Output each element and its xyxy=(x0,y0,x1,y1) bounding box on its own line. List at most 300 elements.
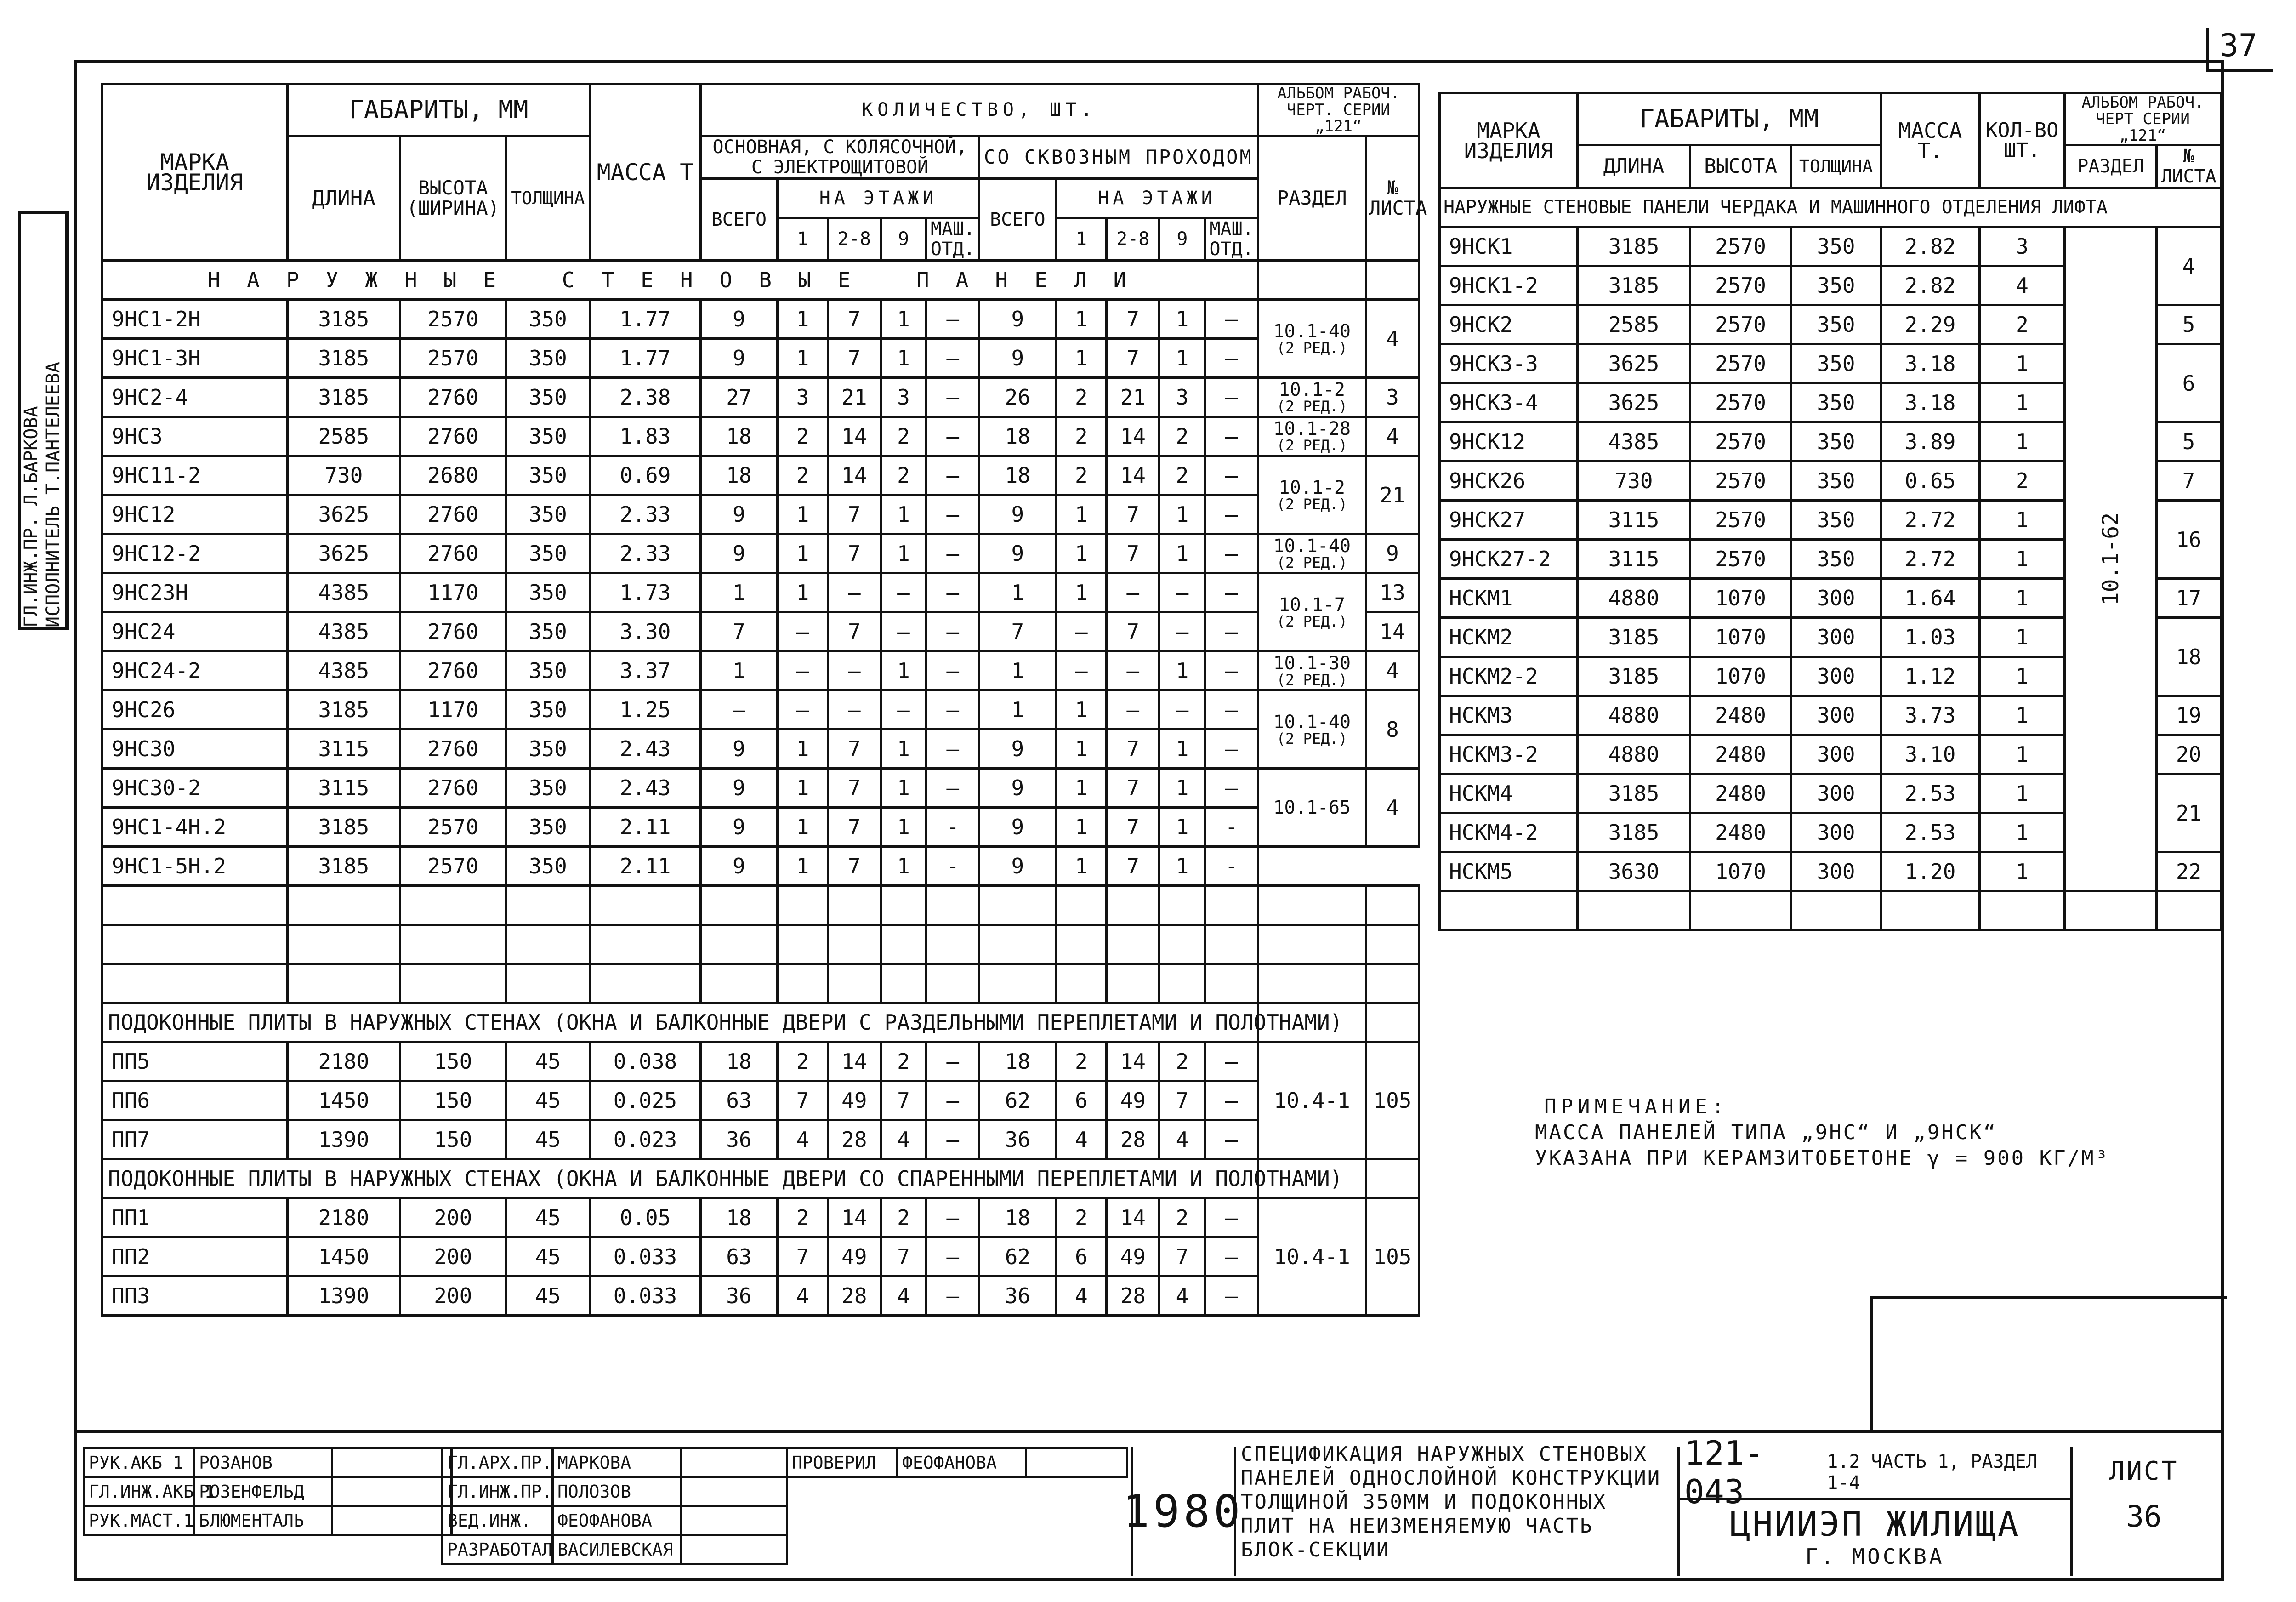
table-cell: 2570 xyxy=(1690,501,1791,540)
role-label: ГЛ.ИНЖ.АКБ 1 xyxy=(84,1477,194,1506)
row-mark: ПП2 xyxy=(102,1237,288,1277)
row-mark: НСКМ2 xyxy=(1440,618,1578,657)
table-cell: 1 xyxy=(881,495,926,534)
table-cell: 350 xyxy=(506,300,590,339)
table-cell: 1 xyxy=(881,339,926,378)
table-cell: 2.72 xyxy=(1881,540,1980,579)
blank-cell xyxy=(1366,1159,1419,1198)
table-cell: 300 xyxy=(1791,618,1881,657)
table-cell: — xyxy=(881,573,926,612)
table-cell: 14 xyxy=(1107,1042,1159,1081)
table-cell: 9 xyxy=(979,495,1056,534)
table-cell: 350 xyxy=(506,769,590,808)
table-cell: 1 xyxy=(778,534,828,573)
row-mark: 9НС26 xyxy=(102,690,288,730)
album-section xyxy=(1258,378,1366,417)
table-cell: 350 xyxy=(1791,422,1881,462)
table-cell: 2.43 xyxy=(590,769,700,808)
table-cell: 350 xyxy=(506,339,590,378)
table-cell: 300 xyxy=(1791,774,1881,813)
blank-cell xyxy=(1440,891,1578,930)
table-cell: — xyxy=(1205,378,1258,417)
table-cell: 2760 xyxy=(400,495,506,534)
empty-cell xyxy=(590,925,700,964)
empty-cell xyxy=(1107,925,1159,964)
album-sheet: 21 xyxy=(1366,456,1419,534)
table-cell: 0.023 xyxy=(590,1120,700,1159)
table-cell: — xyxy=(926,495,979,534)
table-cell: 9 xyxy=(700,808,777,847)
album-sheet: 21 xyxy=(2157,774,2221,852)
r-col-mark-header: МАРКА ИЗДЕЛИЯ xyxy=(1440,93,1578,188)
table-cell: 4 xyxy=(881,1277,926,1316)
table-cell: 7 xyxy=(828,730,881,769)
table-cell: 2 xyxy=(881,1042,926,1081)
table-cell: 4385 xyxy=(287,573,400,612)
table-cell: 2.11 xyxy=(590,847,700,886)
empty-cell xyxy=(590,964,700,1003)
table-cell: 45 xyxy=(506,1042,590,1081)
album-section-code: 10.1-7 xyxy=(1279,594,1346,616)
table-cell: 2480 xyxy=(1690,735,1791,774)
table-cell: 7 xyxy=(1107,300,1159,339)
empty-cell xyxy=(778,964,828,1003)
table-cell: 3.10 xyxy=(1881,735,1980,774)
col-f9-header: 9 xyxy=(881,218,926,261)
table-cell: — xyxy=(1205,1120,1258,1159)
table-cell: 0.65 xyxy=(1881,462,1980,501)
year: 1980 xyxy=(1123,1486,1244,1537)
table-cell: 2570 xyxy=(1690,227,1791,266)
table-cell: 3 xyxy=(778,378,828,417)
table-cell: 45 xyxy=(506,1277,590,1316)
table-cell: 36 xyxy=(979,1277,1056,1316)
empty-cell xyxy=(287,964,400,1003)
table-cell: 2 xyxy=(1980,305,2065,344)
section-title-sill2: ПОДОКОННЫЕ ПЛИТЫ В НАРУЖНЫХ СТЕНАХ (ОКНА И БАЛКОННЫЕ ДВЕРИ СО СПАРЕННЫМИ ПЕРЕПЛЕТАМИ И ПОЛОТНАМИ) xyxy=(102,1159,1258,1198)
empty-cell xyxy=(828,886,881,925)
blank-cell xyxy=(1980,891,2065,930)
role-label: РУК.АКБ 1 xyxy=(84,1448,194,1477)
table-cell: 3115 xyxy=(287,769,400,808)
table-cell: 1 xyxy=(881,847,926,886)
empty-cell xyxy=(979,925,1056,964)
table-cell: 7 xyxy=(1159,1237,1205,1277)
blank-cell xyxy=(2157,891,2221,930)
table-cell: — xyxy=(926,651,979,690)
table-cell: 1 xyxy=(881,534,926,573)
row-mark: 9НС2-4 xyxy=(102,378,288,417)
table-cell: 1 xyxy=(1159,339,1205,378)
table-cell: — xyxy=(1159,690,1205,730)
table-cell: 62 xyxy=(979,1237,1056,1277)
table-cell: 0.69 xyxy=(590,456,700,495)
row-mark: 9НС12-2 xyxy=(102,534,288,573)
table-cell: 63 xyxy=(700,1081,777,1120)
table-cell: 3.37 xyxy=(590,651,700,690)
table-cell: 2180 xyxy=(287,1198,400,1237)
role-name: МАРКОВА xyxy=(553,1448,682,1477)
signature-cell xyxy=(682,1506,787,1535)
table-cell: 4 xyxy=(1980,266,2065,305)
album-section-code: 10.1-30 xyxy=(1273,653,1351,674)
table-cell: 1 xyxy=(881,769,926,808)
table-cell: — xyxy=(1056,651,1107,690)
table-cell: 2480 xyxy=(1690,774,1791,813)
table-cell: - xyxy=(926,808,979,847)
table-cell: 4385 xyxy=(1578,422,1690,462)
album-sheet: 4 xyxy=(1366,651,1419,690)
role-label: ГЛ.АРХ.ПР. xyxy=(443,1448,553,1477)
table-cell: — xyxy=(1205,495,1258,534)
empty-cell xyxy=(1366,925,1419,964)
table-cell: 1 xyxy=(1159,769,1205,808)
row-mark: 9НСК1-2 xyxy=(1440,266,1578,305)
table-cell: — xyxy=(1056,612,1107,651)
table-cell: — xyxy=(1205,1277,1258,1316)
table-cell: 9 xyxy=(700,730,777,769)
row-mark: ПП7 xyxy=(102,1120,288,1159)
table-cell: 200 xyxy=(400,1198,506,1237)
table-cell: 21 xyxy=(828,378,881,417)
table-cell: 2480 xyxy=(1690,696,1791,735)
album-section-code: 10.1-28 xyxy=(1273,418,1351,439)
table-cell: 45 xyxy=(506,1120,590,1159)
table-cell: 1 xyxy=(881,651,926,690)
table-cell: — xyxy=(1205,1198,1258,1237)
empty-cell xyxy=(1107,964,1159,1003)
empty-cell xyxy=(1205,886,1258,925)
table-cell: 1390 xyxy=(287,1120,400,1159)
table-cell: 7 xyxy=(700,612,777,651)
album-section-edition: (2 РЕД.) xyxy=(1276,437,1347,454)
col-dims-header: ГАБАРИТЫ, ММ xyxy=(287,84,590,136)
table-cell: 300 xyxy=(1791,735,1881,774)
table-cell: 45 xyxy=(506,1198,590,1237)
col-qty-header: КОЛИЧЕСТВО, ШТ. xyxy=(700,84,1258,136)
table-cell: — xyxy=(1205,1081,1258,1120)
album-sheet: 16 xyxy=(2157,501,2221,579)
table-cell: 7 xyxy=(828,339,881,378)
table-cell: 2570 xyxy=(1690,305,1791,344)
table-cell: — xyxy=(1205,534,1258,573)
table-cell: 1 xyxy=(1159,300,1205,339)
table-cell: — xyxy=(1205,730,1258,769)
table-cell: 2570 xyxy=(1690,383,1791,422)
table-cell: — xyxy=(881,612,926,651)
table-cell: — xyxy=(778,612,828,651)
empty-cell xyxy=(979,964,1056,1003)
table-cell: — xyxy=(926,1120,979,1159)
table-cell: 350 xyxy=(1791,227,1881,266)
table-cell: 2570 xyxy=(400,808,506,847)
table-cell: — xyxy=(926,730,979,769)
table-cell: 2 xyxy=(778,456,828,495)
table-cell: 2 xyxy=(881,456,926,495)
empty-cell xyxy=(700,925,777,964)
table-cell: 3115 xyxy=(1578,540,1690,579)
table-cell: — xyxy=(1107,573,1159,612)
side-stamp xyxy=(18,211,69,630)
table-cell: 3.18 xyxy=(1881,383,1980,422)
empty-cell xyxy=(1205,925,1258,964)
empty-cell xyxy=(926,964,979,1003)
row-mark: НСКМ2-2 xyxy=(1440,657,1578,696)
table-cell: 36 xyxy=(700,1120,777,1159)
album-sheet: 7 xyxy=(2157,462,2221,501)
table-cell: — xyxy=(1205,300,1258,339)
table-cell: 28 xyxy=(828,1120,881,1159)
table-cell: 1.12 xyxy=(1881,657,1980,696)
table-cell: — xyxy=(1107,651,1159,690)
table-cell: 1 xyxy=(1159,534,1205,573)
table-cell: 1.77 xyxy=(590,339,700,378)
table-cell: 1 xyxy=(700,573,777,612)
table-cell: 9 xyxy=(979,808,1056,847)
r-col-thickness-header: ТОЛЩИНА xyxy=(1791,145,1881,188)
table-cell: 2570 xyxy=(400,847,506,886)
table-cell: 9 xyxy=(700,339,777,378)
table-cell: — xyxy=(926,769,979,808)
description: СПЕЦИФИКАЦИЯ НАРУЖНЫХ СТЕНОВЫХ ПАНЕЛЕЙ ОДНОСЛОЙНОЙ КОНСТРУКЦИИ ТОЛЩИНОЙ 350ММ И ПОДОКОННЫХ ПЛИТ НА НЕИЗМЕНЯЕМУЮ ЧАСТЬ БЛОК-СЕКЦИИ xyxy=(1241,1442,1661,1562)
table-cell: 28 xyxy=(1107,1277,1159,1316)
album-section: 10.4-1 xyxy=(1258,1198,1366,1316)
album-sheet: 4 xyxy=(1366,300,1419,378)
row-mark: 9НСК27-2 xyxy=(1440,540,1578,579)
table-cell: 1 xyxy=(778,495,828,534)
table-cell: 9 xyxy=(979,847,1056,886)
table-cell: 2 xyxy=(1980,462,2065,501)
album-sheet: 14 xyxy=(1366,612,1419,651)
table-cell: 45 xyxy=(506,1081,590,1120)
note-block xyxy=(1535,1094,2201,1171)
table-cell: 18 xyxy=(979,1042,1056,1081)
table-cell: 49 xyxy=(1107,1081,1159,1120)
table-cell: 7 xyxy=(828,808,881,847)
row-mark: 9НС11-2 xyxy=(102,456,288,495)
row-mark: 9НСК26 xyxy=(1440,462,1578,501)
table-cell: 3.73 xyxy=(1881,696,1980,735)
empty-cell xyxy=(1366,886,1419,925)
table-cell: 300 xyxy=(1791,813,1881,852)
table-cell: 1.64 xyxy=(1881,579,1980,618)
album-sheet: 17 xyxy=(2157,579,2221,618)
row-mark: ПП6 xyxy=(102,1081,288,1120)
table-cell: 9 xyxy=(700,495,777,534)
table-cell: - xyxy=(1205,808,1258,847)
empty-cell xyxy=(590,886,700,925)
table-cell: 9 xyxy=(700,534,777,573)
table-cell: 14 xyxy=(828,456,881,495)
table-cell: 6 xyxy=(1056,1237,1107,1277)
table-cell: 350 xyxy=(506,808,590,847)
note-line2: УКАЗАНА ПРИ КЕРАМЗИТОБЕТОНЕ γ = 900 КГ/М³ xyxy=(1535,1146,2110,1170)
table-cell: 2 xyxy=(778,1042,828,1081)
album-sheet: 9 xyxy=(1366,534,1419,573)
table-cell: — xyxy=(1205,769,1258,808)
album-sheet: 8 xyxy=(1366,690,1419,769)
table-cell: 2 xyxy=(1056,417,1107,456)
blank-cell xyxy=(1690,891,1791,930)
empty-cell xyxy=(506,964,590,1003)
table-cell: 730 xyxy=(287,456,400,495)
empty-cell xyxy=(102,886,288,925)
table-cell: 2570 xyxy=(1690,266,1791,305)
checked-label: ПРОВЕРИЛ xyxy=(787,1448,898,1477)
album-section-edition: (2 РЕД.) xyxy=(1276,495,1347,513)
table-cell: 350 xyxy=(506,495,590,534)
col-f9b-header: 9 xyxy=(1159,218,1205,261)
table-cell: — xyxy=(1205,456,1258,495)
table-cell: 2 xyxy=(1056,456,1107,495)
table-cell: 350 xyxy=(1791,383,1881,422)
table-cell: 3 xyxy=(881,378,926,417)
table-cell: 3 xyxy=(1159,378,1205,417)
table-cell: 2570 xyxy=(1690,462,1791,501)
table-cell: 2760 xyxy=(400,378,506,417)
empty-cell xyxy=(1107,886,1159,925)
col-thickness-header: ТОЛЩИНА xyxy=(506,136,590,261)
table-cell: 1 xyxy=(1980,422,2065,462)
table-cell: 1 xyxy=(1980,696,2065,735)
table-cell: — xyxy=(1205,1042,1258,1081)
table-cell: 14 xyxy=(1107,1198,1159,1237)
col-f1-header: 1 xyxy=(778,218,828,261)
row-mark: 9НС1-3Н xyxy=(102,339,288,378)
table-cell: 3630 xyxy=(1578,852,1690,891)
empty-cell xyxy=(1258,964,1366,1003)
table-cell: 26 xyxy=(979,378,1056,417)
table-cell: — xyxy=(828,573,881,612)
col-height-header: ВЫСОТА (ШИРИНА) xyxy=(400,136,506,261)
album-section: 10.4-1 xyxy=(1258,1042,1366,1159)
table-cell: — xyxy=(926,1198,979,1237)
table-cell: 1 xyxy=(1980,735,2065,774)
table-cell: 6 xyxy=(1056,1081,1107,1120)
album-section-code: 10.1-40 xyxy=(1273,320,1351,342)
table-cell: — xyxy=(926,1237,979,1277)
empty-cell xyxy=(1159,925,1205,964)
table-cell: 350 xyxy=(506,534,590,573)
empty-cell xyxy=(926,886,979,925)
col-mass-header: МАССА Т xyxy=(590,84,700,261)
empty-cell xyxy=(102,925,288,964)
table-cell: 3.30 xyxy=(590,612,700,651)
table-cell: 1 xyxy=(1980,774,2065,813)
section-title-walls: НАРУЖНЫЕ СТЕНОВЫЕ ПАНЕЛИ xyxy=(102,261,1258,300)
table-cell: 1 xyxy=(881,808,926,847)
table-cell: 7 xyxy=(828,612,881,651)
table-cell: 1 xyxy=(1159,808,1205,847)
role-label: ВЕД.ИНЖ. xyxy=(443,1506,553,1535)
table-cell: 14 xyxy=(828,417,881,456)
role-name: ФЕОФАНОВА xyxy=(553,1506,682,1535)
table-cell: 350 xyxy=(506,378,590,417)
table-cell: 0.038 xyxy=(590,1042,700,1081)
album-sheet: 105 xyxy=(1366,1042,1419,1159)
blank-cell xyxy=(1881,891,1980,930)
table-cell: 2.82 xyxy=(1881,266,1980,305)
note-line1: МАССА ПАНЕЛЕЙ ТИПА „9НС“ И „9НСК“ xyxy=(1535,1121,1998,1144)
table-cell: 1 xyxy=(778,808,828,847)
empty-cell xyxy=(979,886,1056,925)
table-cell: 7 xyxy=(1107,534,1159,573)
table-cell: 1450 xyxy=(287,1237,400,1277)
code-row xyxy=(1680,1434,2070,1511)
blank-cell xyxy=(2065,891,2157,930)
table-cell: 2.33 xyxy=(590,534,700,573)
empty-cell xyxy=(400,886,506,925)
table-cell: — xyxy=(1107,690,1159,730)
table-cell: 1 xyxy=(1980,383,2065,422)
row-mark: 9НСК3-3 xyxy=(1440,344,1578,383)
table-cell: 18 xyxy=(700,456,777,495)
table-cell: 2 xyxy=(1056,1042,1107,1081)
sheet-box xyxy=(2070,1447,2217,1576)
table-cell: — xyxy=(926,1042,979,1081)
album-sheet: 13 xyxy=(1366,573,1419,612)
col-mark-header: МАРКА ИЗДЕЛИЯ xyxy=(102,84,288,261)
album-sheet: 5 xyxy=(2157,422,2221,462)
table-cell: 1 xyxy=(1056,769,1107,808)
table-cell: 4880 xyxy=(1578,735,1690,774)
table-cell: 3185 xyxy=(287,808,400,847)
table-cell: 7 xyxy=(1107,847,1159,886)
table-cell: 63 xyxy=(700,1237,777,1277)
table-cell: 1 xyxy=(1056,495,1107,534)
table-cell: 3625 xyxy=(287,534,400,573)
table-cell: 1 xyxy=(1159,847,1205,886)
table-cell: 1 xyxy=(778,300,828,339)
table-cell: 350 xyxy=(506,847,590,886)
table-cell: 7 xyxy=(1159,1081,1205,1120)
table-cell: 1 xyxy=(979,573,1056,612)
table-cell: 1070 xyxy=(1690,852,1791,891)
album-section-edition: (2 РЕД.) xyxy=(1276,730,1347,747)
row-mark: НСКМ5 xyxy=(1440,852,1578,891)
table-cell: 2180 xyxy=(287,1042,400,1081)
table-cell: 2.53 xyxy=(1881,774,1980,813)
table-cell: 2.11 xyxy=(590,808,700,847)
album-section-code: 10.1-40 xyxy=(1273,536,1351,557)
table-cell: 7 xyxy=(881,1237,926,1277)
table-cell: 150 xyxy=(400,1081,506,1120)
empty-cell xyxy=(828,925,881,964)
table-cell: 300 xyxy=(1791,852,1881,891)
r-col-album-header: АЛЬБОМ РАБОЧ. ЧЕРТ СЕРИИ „121“ xyxy=(2065,93,2221,145)
table-cell: 2.82 xyxy=(1881,227,1980,266)
table-cell: 1 xyxy=(1056,808,1107,847)
row-mark: НСКМ3-2 xyxy=(1440,735,1578,774)
col-f28b-header: 2-8 xyxy=(1107,218,1159,261)
table-cell: 0.033 xyxy=(590,1237,700,1277)
table-cell: 7 xyxy=(1107,769,1159,808)
table-cell: 1070 xyxy=(1690,618,1791,657)
table-cell: 1 xyxy=(979,651,1056,690)
corner-sheet-number-text: 37 xyxy=(2220,28,2257,64)
row-mark: НСКМ4-2 xyxy=(1440,813,1578,852)
table-cell: 1 xyxy=(1056,300,1107,339)
empty-cell xyxy=(1056,886,1107,925)
table-cell: 7 xyxy=(828,847,881,886)
table-cell: 1 xyxy=(1980,501,2065,540)
album-section-edition: (2 РЕД.) xyxy=(1276,398,1347,415)
signature-cell xyxy=(682,1535,787,1564)
table-cell: — xyxy=(926,573,979,612)
table-cell: — xyxy=(926,690,979,730)
table-cell: 2680 xyxy=(400,456,506,495)
table-cell: 18 xyxy=(979,1198,1056,1237)
